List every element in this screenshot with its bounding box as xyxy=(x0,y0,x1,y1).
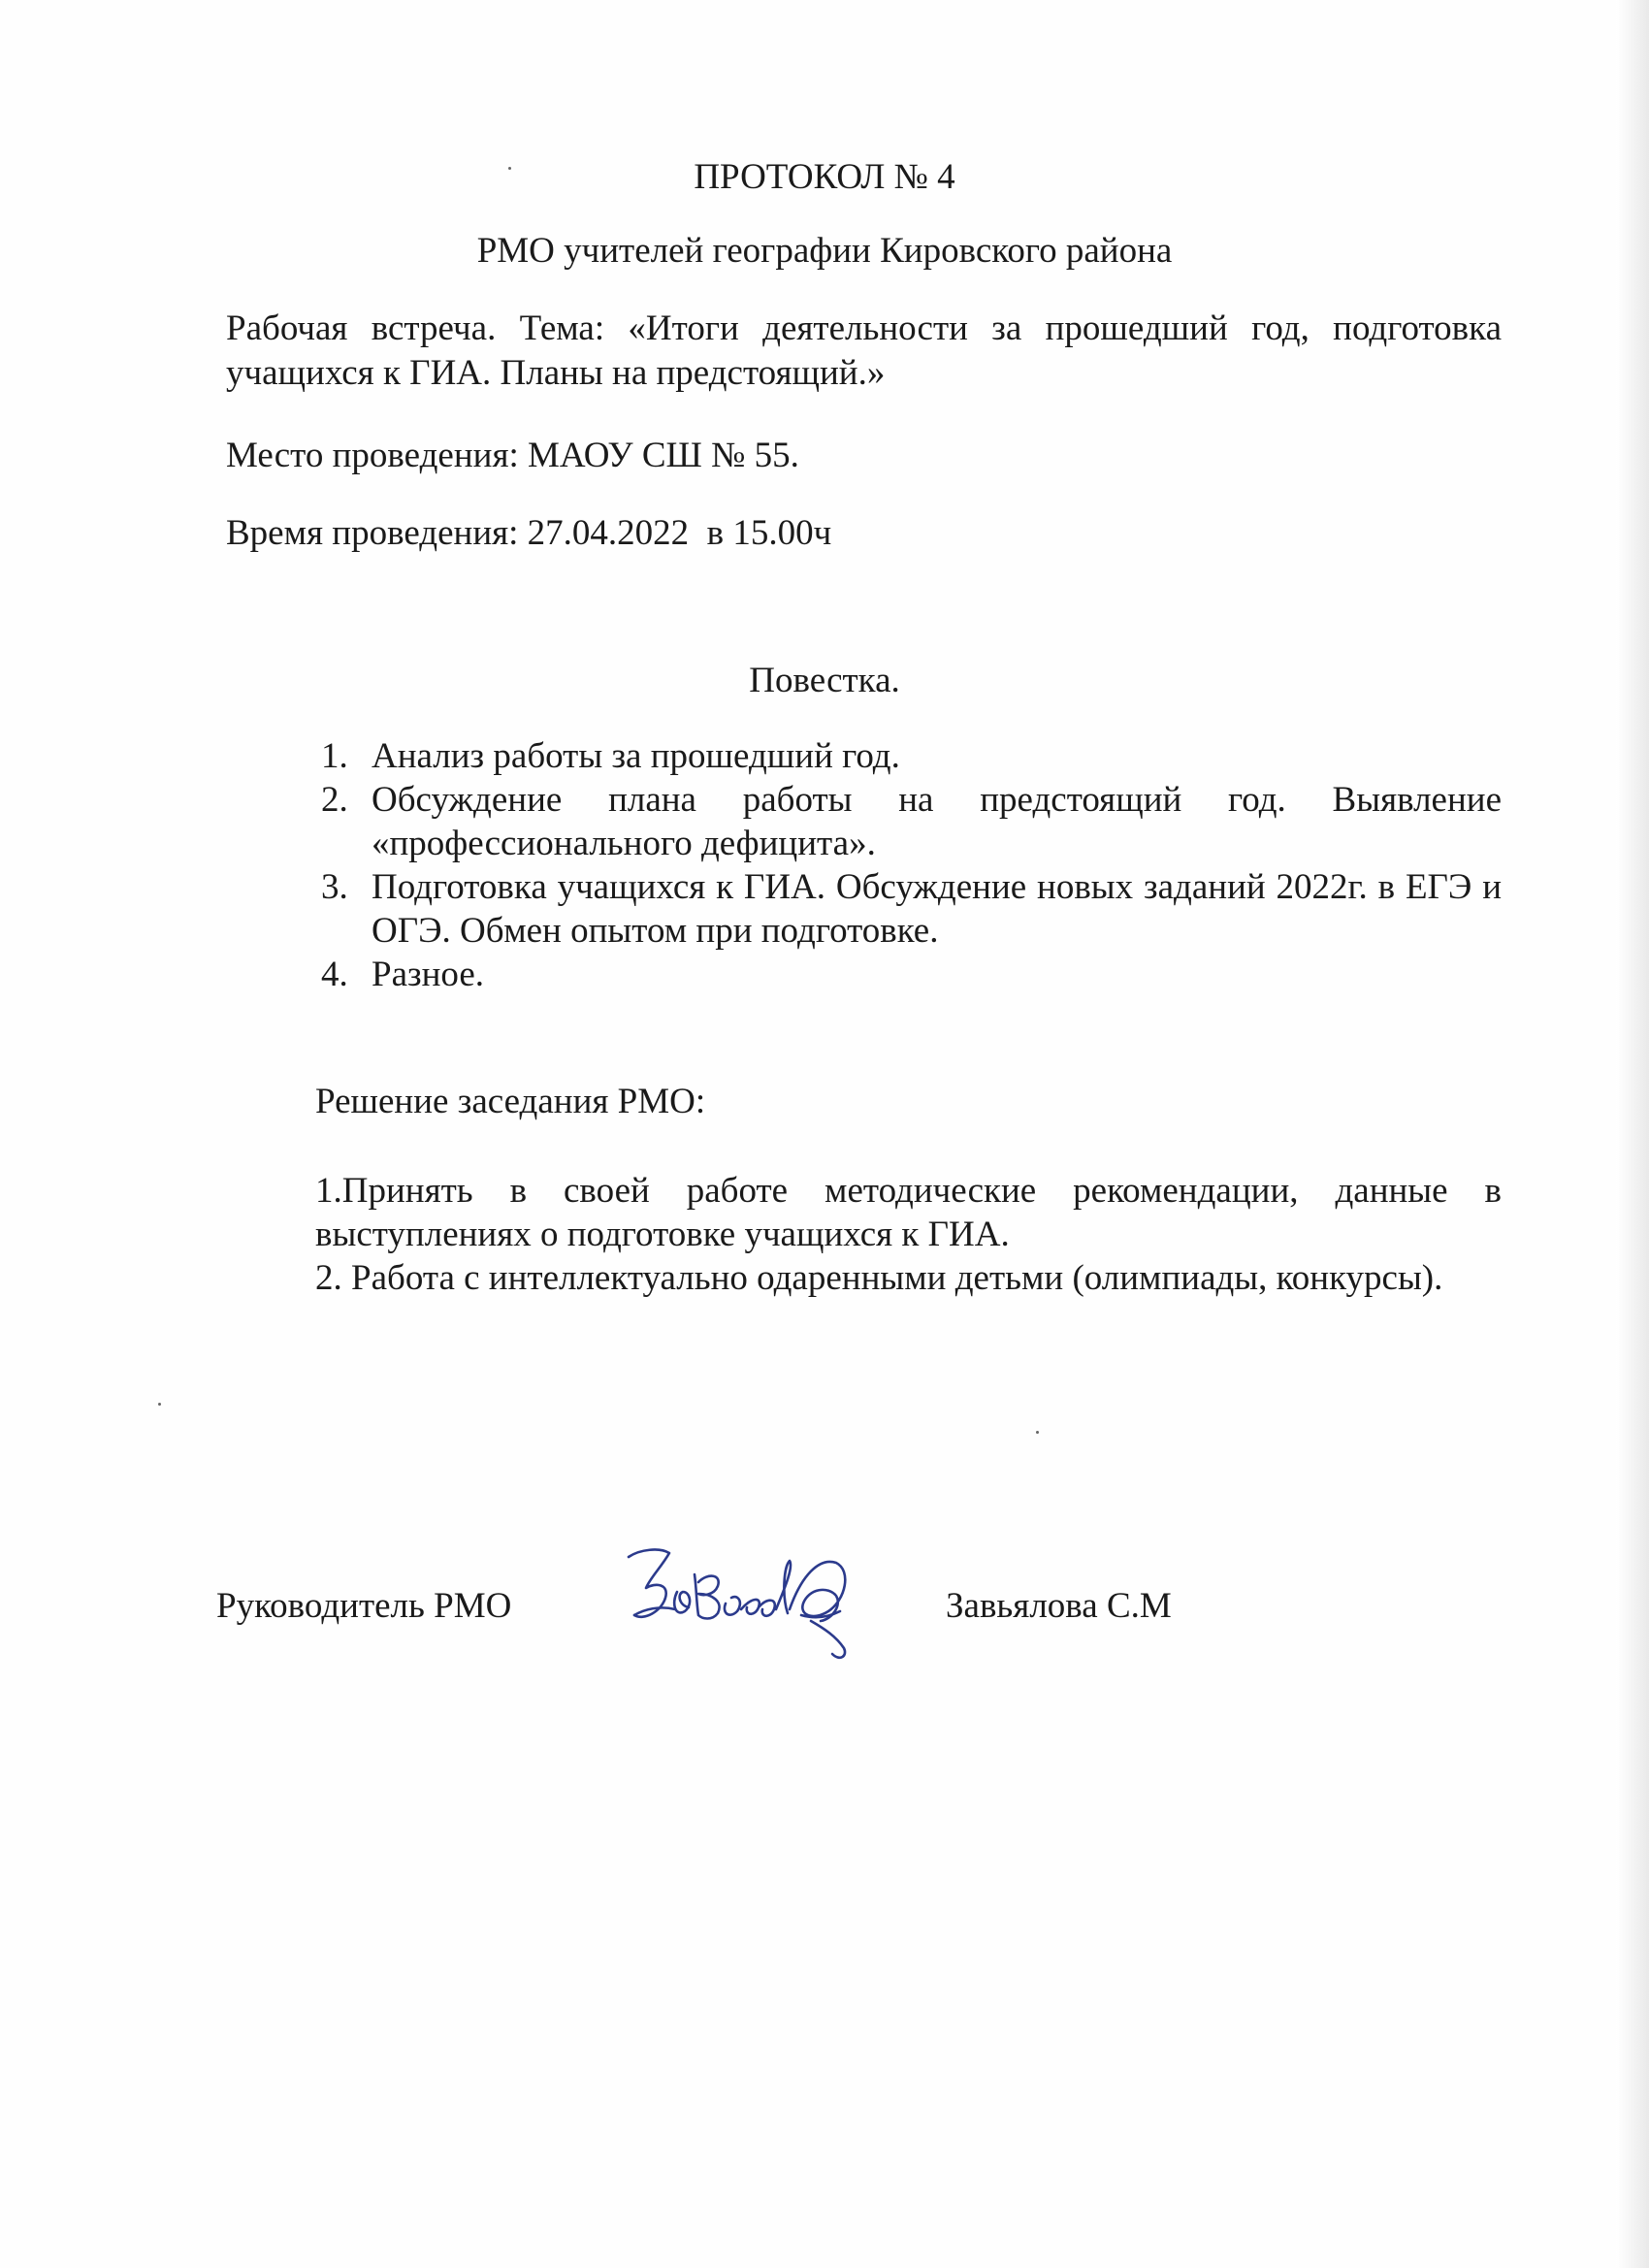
agenda-item-text: Подготовка учащихся к ГИА. Обсуждение новых заданий 2022г. в ЕГЭ и ОГЭ. Обмен опытом при подготовке. xyxy=(372,867,1502,951)
agenda-item-text: Разное. xyxy=(372,955,485,994)
handwritten-signature xyxy=(621,1528,863,1673)
agenda-item-number: 3. xyxy=(321,867,348,907)
meeting-topic: Рабочая встреча. Тема: «Итоги деятельности за прошедший год, подготовка учащихся к ГИА. Планы на предстоящий.» xyxy=(226,308,1502,393)
agenda-heading: Повестка. xyxy=(749,661,900,700)
decision-item: 1.Принять в своей работе методические рекомендации, данные в выступлениях о подготовке учащихся к ГИА. xyxy=(315,1171,1502,1254)
scan-speck xyxy=(1036,1431,1039,1434)
decision-heading: Решение заседания РМО: xyxy=(315,1082,706,1121)
agenda-item-number: 1. xyxy=(321,736,348,776)
meeting-venue: Место проведения: МАОУ СШ № 55. xyxy=(226,436,799,475)
document-subtitle: РМО учителей географии Кировского района xyxy=(476,231,1173,271)
meeting-time: Время проведения: 27.04.2022 в 15.00ч xyxy=(226,513,832,553)
agenda-item xyxy=(315,953,1502,996)
agenda-item xyxy=(315,734,1502,778)
agenda-item xyxy=(315,865,1502,953)
agenda-list xyxy=(315,734,1502,996)
scan-speck xyxy=(508,167,511,170)
agenda-item-text: Обсуждение плана работы на предстоящий год. Выявление «профессионального дефицита». xyxy=(372,780,1502,863)
signature-role: Руководитель РМО xyxy=(216,1586,512,1626)
scan-speck xyxy=(158,1403,161,1406)
decision-item: 2. Работа с интеллектуально одаренными детьми (олимпиады, конкурсы). xyxy=(315,1258,1443,1298)
scan-edge-shadow xyxy=(1616,0,1649,2268)
agenda-item-number: 2. xyxy=(321,780,348,820)
signature-name: Завьялова С.М xyxy=(946,1586,1172,1626)
agenda-item xyxy=(315,778,1502,865)
agenda-item-text: Анализ работы за прошедший год. xyxy=(372,736,900,776)
agenda-item-number: 4. xyxy=(321,955,348,994)
document-title: ПРОТОКОЛ № 4 xyxy=(694,157,955,197)
